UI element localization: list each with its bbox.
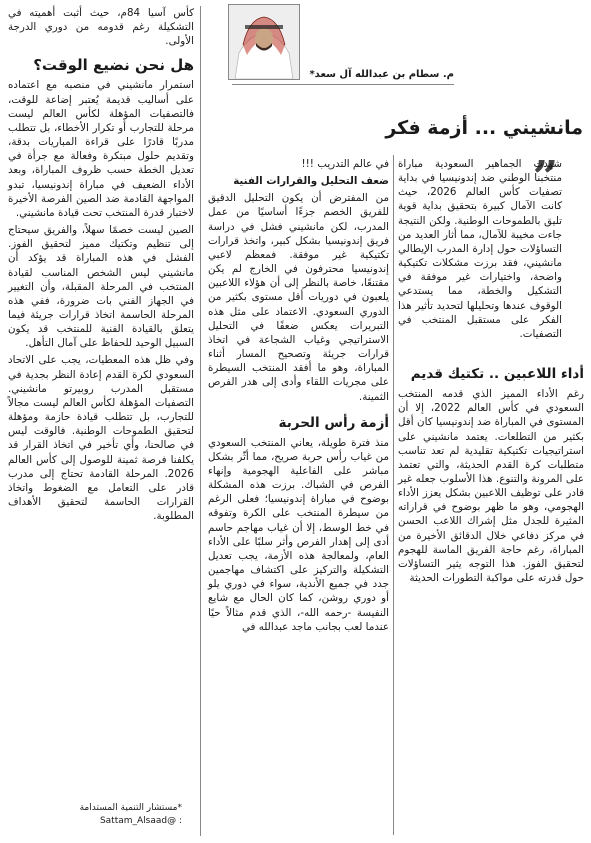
column-divider-left xyxy=(200,6,201,836)
author-twitter-handle[interactable]: Sattam_Alsaad@ : xyxy=(99,816,182,826)
section-heading-players: أداء اللاعبين .. تكتيك قديم xyxy=(410,366,584,383)
paragraph: من المفترض أن يكون التحليل الدقيق للفريق الخصم جزءًا أساسيًا من عمل المدرب، لكن مانشيني فشل في دراسة فريق إندونيسيا بشكل كبير، واتخذ قرارات تكتيكية غير موفقة. فمعظم لاعبي إندونيسيا محترفون في الخارج لم يكن مقتنعًا، خاصة بالنظر إلى أن هؤلاء اللاعبين يلعبون في دوريات أقل مستوى بكثير من الدوري السعودي. الاعتماد على مثل هذه التبريرات يعكس ضعفًا في التحليل الاستراتيجي وغياب الشجاعة في اتخاذ قرارات جريئة وتصحيح المسار أثناء المباراة، وهو ما أفقد المنتخب السيطرة على مجريات اللقاء وأدى إلى هدر الفرص الثمينة. xyxy=(208,192,389,403)
section-heading-striker: أزمة رأس الحربة xyxy=(278,414,389,431)
column-right xyxy=(398,152,584,588)
author-role: *مستشار التنمية المستدامة xyxy=(79,803,182,813)
quote-mark-icon: ” xyxy=(532,152,558,203)
author-portrait-icon xyxy=(229,5,299,79)
intro-section xyxy=(398,152,584,341)
paragraph: في عالم التدريب !!! xyxy=(301,158,389,170)
author-name: م. سطام بن عبدالله آل سعد* xyxy=(309,69,454,80)
section-heading-wasting-time: هل نحن نضيع الوقت؟ xyxy=(33,56,194,75)
paragraph: رغم الأداء المميز الذي قدمه المنتخب السعودي في كأس العالم 2022، إلا أن المستوى في المباراة ضد إندونيسيا كان أقل بكثير من التطلعات. يعتمد مانشيني على استراتيجيات تكتيكية تقليدية لم تعد تناسب متطلبات كرة القدم الحديثة، والتي تعتمد على المرونة والتنوع. هذا الأسلوب جعله غير قادر على توظيف اللاعبين بشكل يعزز الأداء الهجومي، وهو ما ظهر بوضوح في قراراته المثيرة للجدل مثل إشراك اللاعب الحسن في مركز دفاعي خلال الدقائق الأخيرة من المباراة، رغم حاجة الفريق الماسة للهجوم لتحقيق الفوز. هذا التوجه يثير التساؤلات حول قدرته على مواكبة التطورات الحديثة xyxy=(398,388,584,585)
paragraph: منذ فترة طويلة، يعاني المنتخب السعودي من غياب رأس حربة صريح، مما أثّر بشكل مباشر على الفاعلية الهجومية وإنهاء الفرص في الشباك. برزت هذه المشكلة بوضوح في مباراة إندونيسيا؛ فعلى الرغم من سيطرة المنتخب على الكرة وتفوقه في خط الوسط، إلا أن غياب مهاجم حاسم أدى إلى إهدار الفرص وأثر سلبًا على الأداء العام، ولمعالجة هذه الأزمة، يجب تعديل التشكيلة والتركيز على اكتشاف مهاجمين جدد في جميع الأندية، سواء في دوري يلو أو دوري روشن، كما كان الحال مع شايع النفيسة -رحمه الله-، الذي قدم مثالاً حيًا عندما لعب بجانب ماجد عبدالله في xyxy=(208,436,389,633)
intro-paragraph: شهدت الجماهير السعودية مباراة منتخبنا الوطني ضد إندونيسيا في بداية تصفيات كأس العالم 2026، حيث كانت الآمال كبيرة بتحقيق بداية قوية تليق بالطموحات الوطنية. ولكن النتيجة جاءت مخيبة للآمال، مما أثار العديد من التساؤلات حول إدارة المدرب الإيطالي مانشيني، فقد برزت مشكلات تكتيكية واضحة، واختيارات غير موفقة في التشكيل والخطة، مما يستدعي الوقوف عندها وتحليلها لتحديد تأثير هذا الفكر على مستقبل المنتخب في التصفيات. xyxy=(398,158,562,340)
column-divider-right xyxy=(393,155,394,835)
article-title: مانشيني ... أزمة فكر xyxy=(385,117,583,139)
column-left xyxy=(8,6,194,526)
column-middle xyxy=(208,157,389,637)
author-divider xyxy=(232,84,454,85)
paragraph: استمرار مانشيني في منصبه مع اعتماده على أساليب قديمة يُعتبر إضاعة للوقت، فالتصفيات المؤهلة لكأس العالم ليست مرحلة للتجارب أو تكرار الأخطاء، بل تتطلب مدربًا قادرًا على قراءة المباريات بدقة، وتقديم حلول مبتكرة وفعالة مع جرأة في تعديل الخطة حسب ظروف المباراة، وبعد الأداء الضعيف في مباراة إندونيسيا، تبدو المواجهة القادمة ضد الصين الفرصة الأخيرة لاختبار قدرة المنتخب تحت قيادة مانشيني. xyxy=(8,79,194,219)
paragraph: الصين ليست خصمًا سهلاً، والفريق سيحتاج إلى تنظيم وتكتيك مميز لتحقيق الفوز. الفشل في هذه المباراة قد يؤكد أن مانشيني ليس الشخص المناسب لقيادة المنتخب في المرحلة المقبلة، وأن التغيير في الجهاز الفني بات ضرورة، ففي هذه المرحلة الحاسمة اتخاذ قرارات جريئة فيما يتعلق بالقيادة الفنية للمنتخب قد يكون السبيل الوحيد للحفاظ على آمال التأهل. xyxy=(8,224,194,350)
author-footer xyxy=(8,802,182,828)
paragraph: وفي ظل هذه المعطيات، يجب على الاتحاد السعودي لكرة القدم إعادة النظر بجدية في مستقبل المدرب روبيرتو مانشيني. التصفيات المؤهلة لكأس العالم ليست مجالاً للتجارب، بل تتطلب قيادة حازمة ومؤهلة لتحقيق الطموحات الوطنية. فالوقت ليس في صالحنا، وأي تأخير في اتخاذ القرار قد يكلفنا فرصة ثمينة للوصول إلى كأس العالم 2026. المرحلة القادمة تحتاج إلى مدرب قادر على التعامل مع الضغوط واتخاذ القرارات الحاسمة لتحقيق الأهداف المطلوبة. xyxy=(8,354,194,523)
subheading-analysis: ضعف التحليل والقرارات الفنية xyxy=(233,175,389,188)
paragraph: كأس آسيا 84م، حيث أثبت أهميته في التشكيلة رغم قدومه من دوري الدرجة الأولى. xyxy=(8,7,194,48)
